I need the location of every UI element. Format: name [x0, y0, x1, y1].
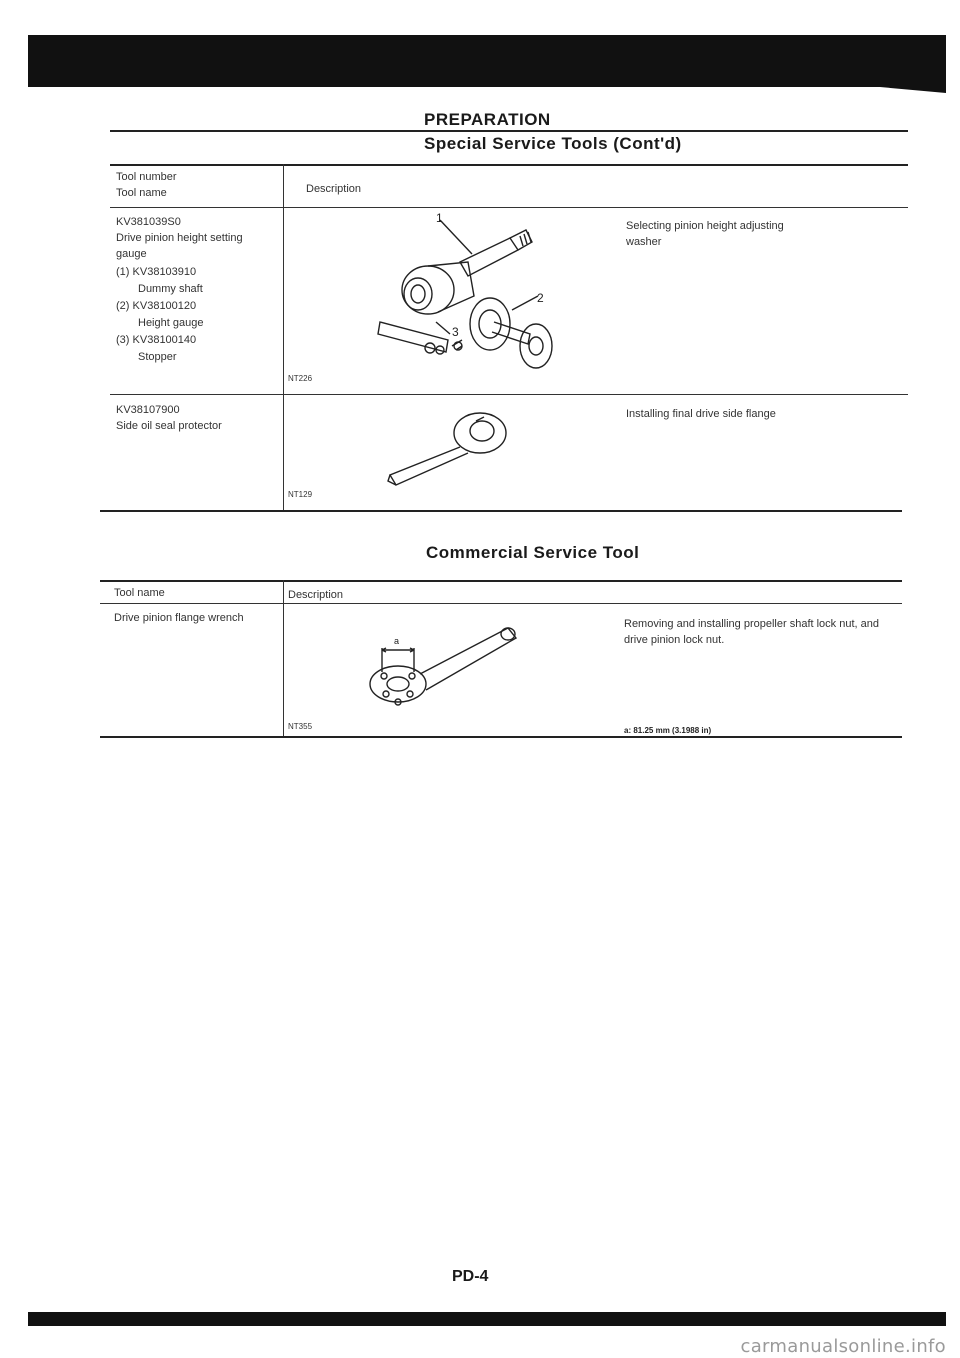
tool-number: KV381039S0 [116, 216, 181, 228]
header-bar [28, 35, 946, 87]
col-header-tool-number: Tool number [116, 171, 177, 183]
component-3: (3) KV38100140 [116, 334, 197, 346]
figure-code: NT226 [288, 374, 313, 383]
component-1: (1) KV38103910 [116, 266, 197, 278]
component-2-name: Height gauge [138, 317, 204, 329]
footer-bar [28, 1312, 946, 1326]
header-divider [100, 603, 902, 604]
row-divider [110, 394, 908, 395]
col-header-description: Description [288, 589, 344, 601]
table-bottom-rule [100, 510, 902, 512]
commercial-bottom-rule [100, 736, 902, 738]
figure-code: NT355 [288, 722, 313, 731]
component-2: (2) KV38100120 [116, 300, 197, 312]
flange-wrench-illustration [360, 614, 540, 714]
column-divider [283, 164, 284, 510]
header-rule [110, 130, 908, 132]
height-gauge-illustration [360, 210, 590, 390]
page-title: Special Service Tools (Cont'd) [424, 134, 682, 153]
tool-name: Side oil seal protector [116, 420, 222, 432]
tool-number: KV38107900 [116, 404, 180, 416]
component-3-name: Stopper [138, 351, 177, 363]
callout-1: 1 [436, 211, 443, 225]
header-bar-tail [880, 87, 946, 93]
section-title-commercial: Commercial Service Tool [426, 543, 640, 562]
callout-2: 2 [537, 291, 544, 305]
watermark: carmanualsonline.info [740, 1336, 946, 1357]
page-number: PD-4 [452, 1268, 489, 1285]
tool-description: Selecting pinion height adjusting washer [626, 220, 784, 248]
seal-protector-illustration [380, 405, 540, 495]
figure-code: NT129 [288, 490, 313, 499]
callout-3: 3 [452, 325, 459, 339]
section-label: PREPARATION [424, 110, 551, 129]
callout-a: a [394, 636, 400, 646]
commercial-top-rule [100, 580, 902, 582]
col-header-tool-name: Tool name [114, 587, 165, 599]
table-top-rule [110, 164, 908, 166]
tool-description: Installing final drive side flange [626, 408, 776, 420]
component-1-name: Dummy shaft [138, 283, 203, 295]
dimension-note: a: 81.25 mm (3.1988 in) [624, 726, 712, 735]
col-header-tool-name: Tool name [116, 187, 167, 199]
tool-description: Removing and installing propeller shaft lock nut, and drive pinion lock nut. [624, 618, 879, 646]
col-header-description: Description [306, 183, 362, 195]
tool-name: Drive pinion height setting gauge [116, 232, 243, 260]
header-divider [110, 207, 908, 208]
tool-name: Drive pinion flange wrench [114, 612, 244, 624]
